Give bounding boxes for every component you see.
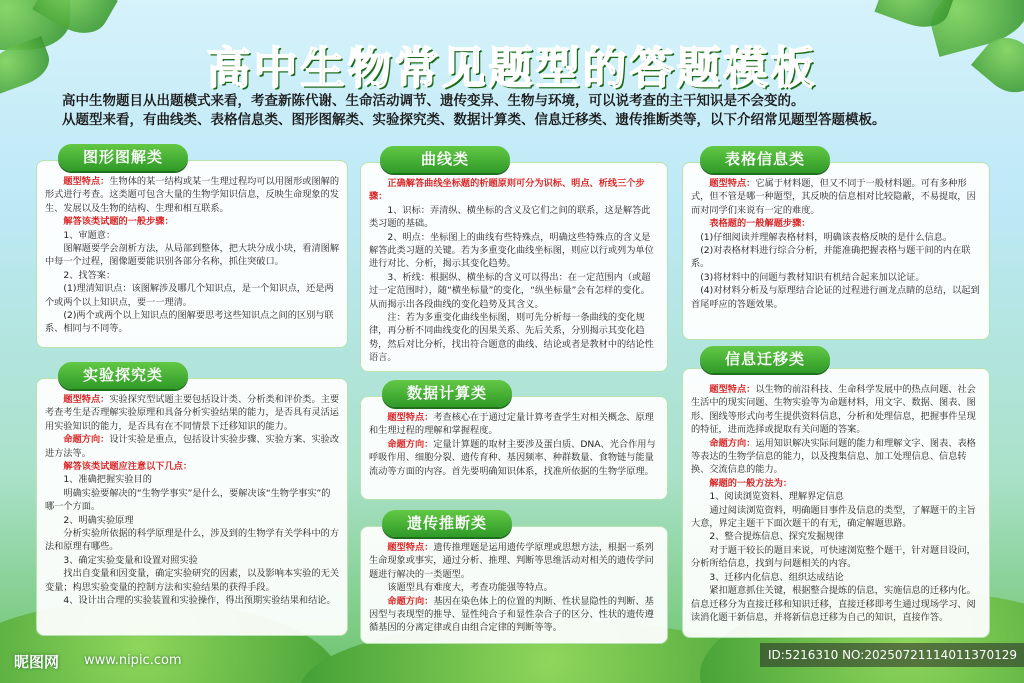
heading-yichuan: 遗传推断类 (382, 510, 512, 537)
card-xinxi (682, 368, 990, 638)
shiyan-step-2-text: 分析实验所依据的科学原理是什么，涉及到的生物学有关学科中的方法和原理有哪些。 (45, 528, 340, 553)
shiyan-step-2: 2、明确实验原理 (63, 514, 134, 526)
tuxing-step-1: 1、审题意： (63, 229, 116, 241)
watermark-url: www.nipic.com (84, 653, 182, 668)
page-title: 高中生物常见题型的答题模板 (206, 43, 818, 94)
card-shiyan (36, 378, 348, 636)
yichuan-feature-tail: 该题型具有难度大，考查功能强等特点。 (387, 582, 553, 594)
biaoge-step-2: (2)对表格材料进行综合分析，并能准确把握表格与题干间的内在联系。 (691, 245, 971, 270)
biaoge-step-1: (1)仔细阅读并理解表格材料，明确该表格反映的是什么信息。 (700, 231, 953, 243)
xinxi-step-1-text: 通过阅读浏览资料，明确题目事件及信息的类型，了解题干的主旨大意，界定主题干下面次题干的有无，确定解题思路。 (691, 504, 976, 530)
xinxi-label-2: 命题方向： (709, 437, 756, 449)
yichuan-label-2: 命题方向： (387, 595, 434, 607)
xinxi-feature-text: 以生物的前沿科技、生命科学发展中的热点问题、社会生活中的现实问题、生物实验等为命题材料，用文字、数据、图表、图形、图线等形式向考生提供资料信息，分析和处理信息，把握事件呈现的特征，进而选择或提取有关问题的答案。 (691, 384, 976, 436)
image-id-bar: ID:5216310 NO:20250721114011370129 (760, 643, 1024, 667)
shiyan-step-3: 3、确定实验变量和设置对照实验 (63, 554, 198, 566)
xinxi-step-1: 1、阅读浏览资料、理解界定信息 (709, 491, 844, 503)
quxian-step-3: 3、析线：根据纵、横坐标的含义可以得出：在一定范围内（或超过一定范围时），随“横坐标量”的变化，“纵坐标量”会有怎样的变化。从而揭示出各段曲线的变化趋势及其含义。 (369, 271, 651, 310)
card-shuju (360, 396, 668, 500)
biaoge-step-4: (4)对材料分析及与原理结合论证的过程进行画龙点睛的总结，以起到首尾呼应的答题效果。 (691, 285, 980, 310)
intro-line-1: 高中生物题目从出题模式来看，考查新陈代谢、生命活动调节、遗传变异、生物与环境，可以说考查的主干知识是不会变的。 (62, 93, 805, 109)
heading-shuju: 数据计算类 (382, 380, 512, 407)
xinxi-step-3: 3、迁移内化信息、组织达成结论 (709, 571, 844, 583)
shiyan-step-1: 1、准确把握实验目的 (63, 474, 152, 486)
shiyan-step-3-text: 找出自变量和因变量，确定实验研究的因素，以及影响本实验的无关变量；构思实验变量的控制方法和实验结果的获得手段。 (45, 568, 340, 593)
shiyan-direction-text: 设计实验是重点，包括设计实验步骤、实验方案、实验改进方法等。 (45, 434, 340, 459)
tuxing-step-2a: (1)理清知识点：该图解涉及哪几个知识点，是一个知识点，还是两个或两个以上知识点，要一一理清。 (45, 283, 334, 308)
shiyan-steps-title: 解答该类试题应注意以下几点： (63, 461, 193, 473)
biaoge-label-1: 题型特点： (709, 178, 756, 189)
quxian-note: 注：若为多重变化曲线坐标图，则可先分析每一条曲线的变化规律，再分析不同曲线变化的因果关系、先后关系，分别揭示其变化趋势，然后对比分析，找出符合题意的曲线、结论或者是教材中的结论性语言。 (369, 312, 654, 364)
xinxi-steps-title: 解题的一般方法为： (709, 477, 793, 489)
biaoge-steps-title: 表格题的一般解题步骤： (709, 218, 811, 230)
card-biaoge (682, 162, 990, 340)
shiyan-label-2: 命题方向： (63, 434, 110, 446)
tuxing-step-1-text: 图解题要学会剖析方法，从局部到整体，把大块分成小块，看清图解中每一个过程，图像题要能识别各部分名称，抓住突破口。 (45, 243, 340, 268)
tuxing-step-2: 2、找答案： (63, 269, 116, 281)
tuxing-steps-title: 解答该类试题的一般步骤： (63, 216, 174, 228)
xinxi-step-2-text: 对于题干较长的题目来说，可快速浏览整个题干，针对题目设问，分析所给信息，找到与问题相关的内容。 (691, 544, 976, 570)
yichuan-direction-text: 基因在染色体上的位置的判断、性状显隐性的判断、基因型与表现型的推导、显性纯合子和显性杂合子的区分、性状的遗传遵循基因的分离定律或自由组合定律的判断等等。 (369, 595, 654, 634)
heading-biaoge: 表格信息类 (700, 146, 830, 173)
xinxi-direction-text: 运用知识解决实际问题的能力和理解文字、图表、表格等表达的生物学信息的能力，以及搜集信息、加工处理信息、信息转换、交流信息的能力。 (691, 437, 976, 476)
tuxing-step-2b: (2)两个或两个以上知识点的图解要思考这些知识点之间的区别与联系、相同与不同等。 (45, 310, 334, 335)
biaoge-feature-text: 它属于材料题，但又不同于一般材料题。可有多种形式，但不管是哪一种题型，其反映的信息相对比较隐蔽，不易提取，因而对同学们来说有一定的难度。 (691, 178, 976, 216)
intro-line-2: 从题型来看，有曲线类、表格信息类、图形图解类、实验探究类、数据计算类、信息迁移类、遗传推断类等，以下介绍常见题型答题模板。 (62, 112, 886, 128)
tuxing-feature-text: 生物体的某一结构或某一生理过程均可以用图形或图解的形式进行考查。这类题可包含大量的生物学知识信息，反映生命现象的发生、发展以及生物的结构、生理和相互联系。 (45, 176, 340, 214)
card-tuxing (36, 160, 348, 348)
biaoge-step-3: (3)将材料中的问题与教材知识有机结合起来加以论证。 (700, 271, 925, 283)
label-tixing-tedian: 题型特点： (63, 176, 110, 187)
yichuan-feature-text: 遗传推理题是运用遗传学原理或思想方法，根据一系列生命现象或事实，通过分析、推理、判断等思维活动对相关的遗传学问题进行解决的一类题型。 (369, 542, 654, 580)
heading-quxian: 曲线类 (380, 146, 510, 173)
shuju-label-2: 命题方向： (387, 438, 434, 450)
quxian-step-2: 2、明点：坐标图上的曲线有些特殊点，明确这些特殊点的含义是解答此类习题的关键。若为多重变化曲线坐标图，则应以行或列为单位进行对比、分析，揭示其变化趋势。 (369, 231, 654, 270)
card-yichuan (360, 526, 668, 644)
quxian-principle: 正确解答曲线坐标题的析题原则可分为识标、明点、析线三个步骤： (369, 178, 645, 203)
heading-xinxi: 信息迁移类 (700, 346, 830, 373)
quxian-step-1: 1、识标：弄清纵、横坐标的含义及它们之间的联系，这是解答此类习题的基础。 (369, 204, 651, 230)
shuju-label-1: 题型特点： (387, 412, 434, 423)
shuju-feature-text: 考查核心在于通过定量计算考查学生对相关概念、原理和生理过程的理解和掌握程度。 (369, 412, 654, 437)
shiyan-step-1-text: 明确实验要解决的“生物学事实”是什么，要解决该“生物学事实”的哪一个方面。 (45, 487, 331, 513)
shiyan-label-1: 题型特点： (63, 394, 110, 405)
xinxi-step-3-text: 紧扣题意抓住关键，根据整合提炼的信息，实施信息的迁移内化。信息迁移分为直接迁移和知识迁移，直接迁移即考生通过现场学习、阅读消化题干新信息，并将新信息迁移为自己的知识，直接作答。 (691, 585, 976, 623)
watermark-logo: 昵图网 (14, 653, 60, 671)
shiyan-step-4: 4、设计出合理的实验装置和实验操作，得出预期实验结果和结论。 (63, 595, 336, 607)
card-quxian (360, 162, 668, 372)
heading-shiyan: 实验探究类 (58, 362, 188, 389)
shuju-direction-text: 定量计算题的取材主要涉及蛋白质、DNA、光合作用与呼吸作用、细胞分裂、遗传育种、基因频率、种群数量、食物链与能量流动等方面的内容。首先要明确知识体系，找准所依据的生物学原理。 (369, 438, 656, 477)
xinxi-step-2: 2、整合提炼信息、探究发掘规律 (709, 531, 844, 543)
xinxi-label-1: 题型特点： (709, 384, 756, 395)
yichuan-label-1: 题型特点： (387, 542, 434, 553)
heading-tuxing: 图形图解类 (58, 144, 188, 171)
shiyan-feature-text: 实验探究型试题主要包括设计类、分析类和评价类。主要考查考生是否理解实验原理和具备分析实验结果的能力，是否具有灵活运用实验知识的能力，是否具有在不同情景下迁移知识的能力。 (45, 394, 340, 432)
